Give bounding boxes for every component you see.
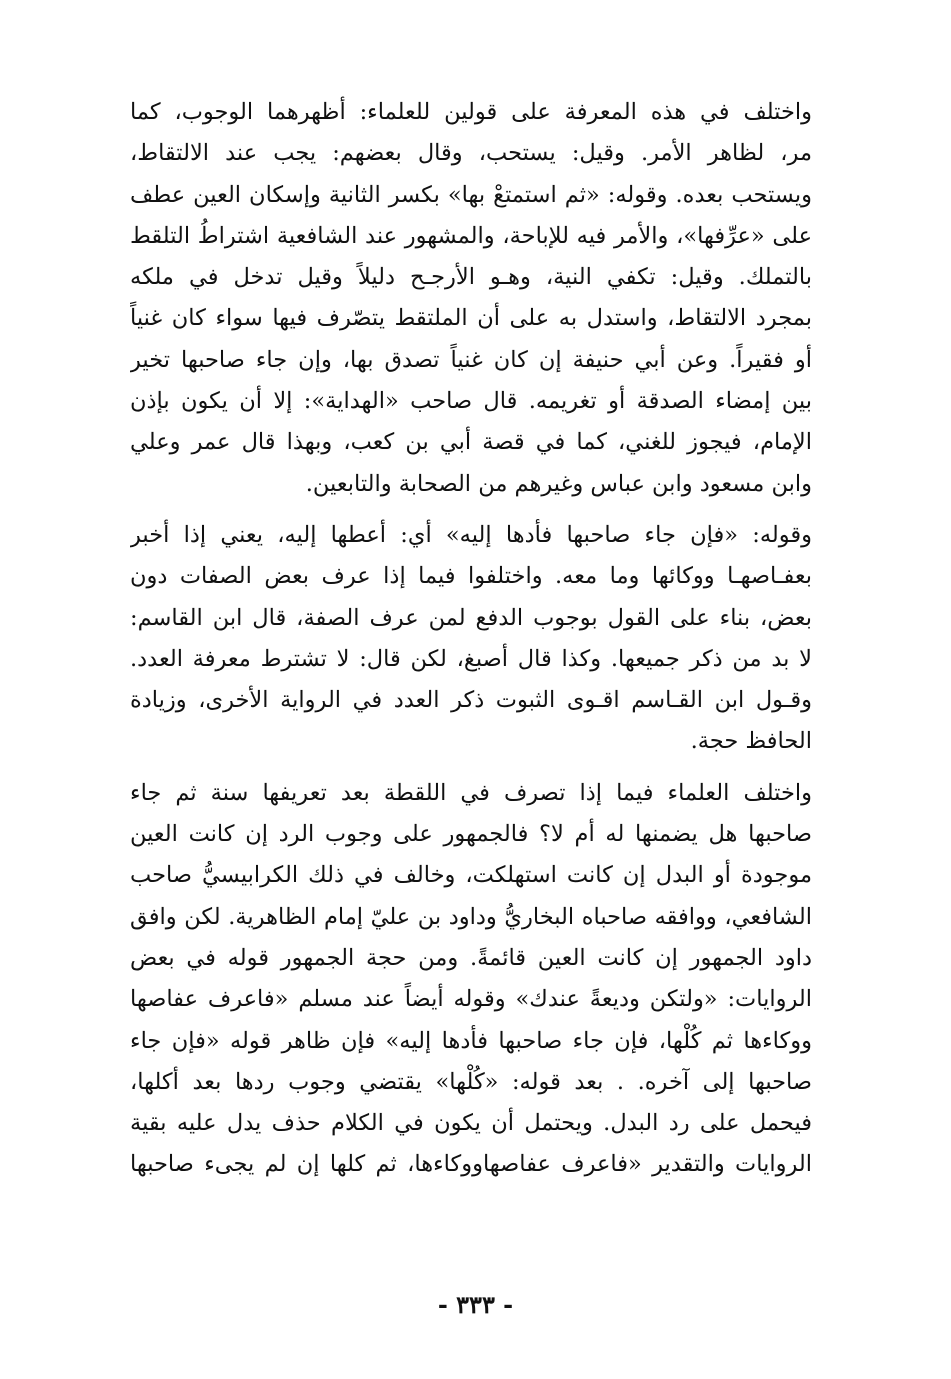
text-line: الإمام، فيجوز للغني، كما في قصة أبي بن كعب، وبهذا قال عمر وعلي bbox=[130, 429, 812, 456]
text-line: الروايات والتقدير «فاعرف عفاصهاووكاءها، ثم كلها إن لم يجىء صاحبها bbox=[130, 1151, 812, 1178]
text-line: ويستحب بعده. وقوله: «ثم استمتعْ بها» بكسر الثانية وإسكان العين عطف bbox=[130, 181, 812, 208]
text-line: وابن مسعود وابن عباس وغيرهم من الصحابة والتابعين. bbox=[305, 470, 812, 497]
text-line: بعفـاصهـا ووكائها وما معه. واختلفوا فيما إذا عرف بعض الصفات دون bbox=[130, 563, 812, 590]
text-line: صاحبها إلى آخره. . بعد قوله: «كُلْها» يقتضي وجوب ردها بعد أكلها، bbox=[130, 1068, 812, 1095]
paragraph-gap bbox=[130, 505, 812, 515]
text-line: وقـول ابن القـاسم اقـوى الثبوت ذكر العدد في الرواية الأخرى، وزيادة bbox=[130, 687, 812, 714]
text-line: بمجرد الالتقاط، واستدل به على أن الملتقط يتصّرف فيها سواء كان غنياً bbox=[130, 305, 812, 332]
text-line: بالتملك. وقيل: تكفي النية، وهـو الأرجـح دليلاً وقيل تدخل في ملكه bbox=[130, 264, 812, 291]
text-line: واختلف العلماء فيما إذا تصرف في اللقطة بعد تعريفها سنة ثم جاء bbox=[130, 779, 812, 806]
text-line: وقوله: «فإن جاء صاحبها فأدها إليه» أي: أعطها إليه، يعني إذا أخبر bbox=[130, 521, 812, 548]
text-line: على «عرِّفها»، والأمر فيه للإباحة، والمشهور عند الشافعية اشتراطُ التلقط bbox=[130, 222, 812, 249]
paragraph-3 bbox=[130, 773, 812, 1186]
paragraph-2 bbox=[130, 515, 812, 763]
text-line: صاحبها هل يضمنها له أم لا؟ فالجمهور على وجوب الرد إن كانت العين bbox=[130, 821, 812, 848]
text-line: الحافظ حجة. bbox=[690, 728, 812, 755]
paragraph-1 bbox=[130, 92, 812, 505]
text-line: ووكاءها ثم كُلْها، فإن جاء صاحبها فأدها إليه» فإن ظاهر قوله «فإن جاء bbox=[130, 1027, 812, 1054]
paragraph-gap bbox=[130, 763, 812, 773]
text-line: الشافعي، ووافقه صاحباه البخاريُّ وداود بن عليّ إمام الظاهرية. لكن وافق bbox=[130, 903, 812, 930]
page-number: - ٣٣٣ - bbox=[437, 1290, 514, 1319]
page-body bbox=[130, 92, 812, 1186]
text-line: واختلف في هذه المعرفة على قولين للعلماء: أظهرهما الوجوب، كما bbox=[130, 99, 812, 125]
text-line: موجودة أو البدل إن كانت استهلكت، وخالف في ذلك الكرابيسيُّ صاحب bbox=[130, 862, 812, 889]
text-line: أو فقيراً. وعن أبي حنيفة إن كان غنياً تصدق بها، وإن جاء صاحبها تخير bbox=[130, 346, 812, 373]
text-line: الروايات: «ولتكن وديعةً عندك» وقوله أيضاً عند مسلم «فاعرف عفاصها bbox=[130, 986, 812, 1013]
text-line: فيحمل على رد البدل. ويحتمل أن يكون في الكلام حذف يدل عليه بقية bbox=[130, 1110, 812, 1137]
text-line: بعض، بناء على القول بوجوب الدفع لمن عرف الصفة، قال ابن القاسم: bbox=[130, 604, 812, 631]
text-line: بين إمضاء الصدقة أو تغريمه. قال صاحب «الهداية»: إلا أن يكون بإذن bbox=[130, 388, 812, 415]
text-line: داود الجمهور إن كانت العين قائمةً. ومن حجة الجمهور قوله في بعض bbox=[130, 944, 812, 971]
text-line: مر، لظاهر الأمر. وقيل: يستحب، وقال بعضهم: يجب عند الالتقاط، bbox=[130, 140, 812, 167]
text-line: لا بد من ذكر جميعها. وكذا قال أصبغ، لكن قال: لا تشترط معرفة العدد. bbox=[130, 645, 812, 672]
